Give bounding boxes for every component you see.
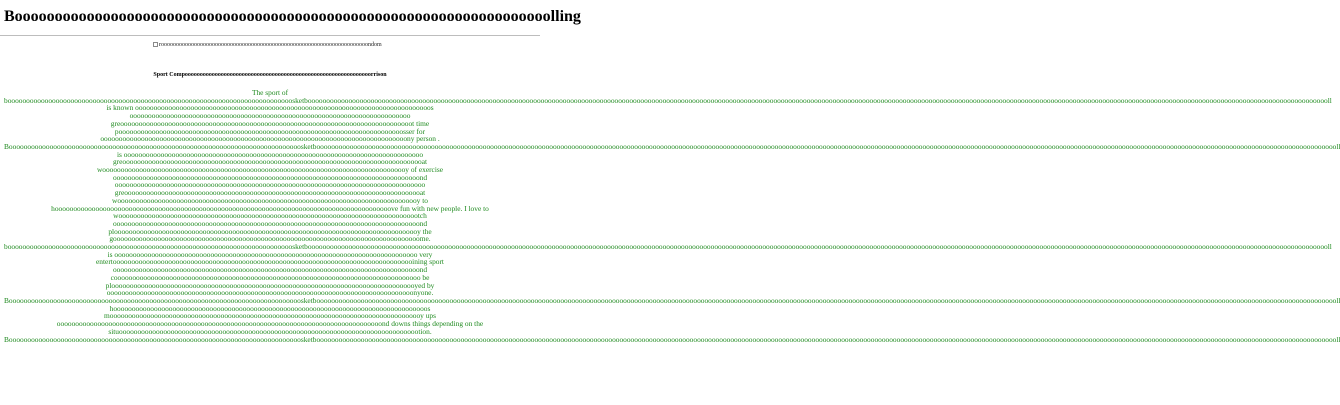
essay-line: booooooooooooooooooooooooooooooooooooooooooooooooooooooooooooooooooooooooooooosketbooooooooooooooooooooooooooooooooooooooooooooooooooooooooooooooooooooooooooooooooooooooooooooooooooooooooooooooooooooooooooooooooooooooooooooooooooooooooooooooooooooooooooooooooooooooooooooooooooooooooooooooooooooooooooooooooooooooooooooooooooooooooooooooooooooooooooooooooooooll <box>4 242 1332 252</box>
essay-line: The sport of <box>251 88 289 97</box>
image-alt-text: rooooooooooooooooooooooooooooooooooooooooooooooooooooooooooooooooooooondom <box>159 42 382 48</box>
essay-line: booooooooooooooooooooooooooooooooooooooooooooooooooooooooooooooooooooooooooooosketbooooooooooooooooooooooooooooooooooooooooooooooooooooooooooooooooooooooooooooooooooooooooooooooooooooooooooooooooooooooooooooooooooooooooooooooooooooooooooooooooooooooooooooooooooooooooooooooooooooooooooooooooooooooooooooooooooooooooooooooooooooooooooooooooooooooooooooooooooooll <box>4 95 1332 105</box>
essay-line: gooooooooooooooooooooooooooooooooooooooooooooooooooooooooooooooooooooooooooooooooooome. <box>109 234 431 244</box>
essay-line: mooooooooooooooooooooooooooooooooooooooooooooooooooooooooooooooooooooooooooooooooooooy ups <box>104 311 436 321</box>
essay-line: cooooooooooooooooooooooooooooooooooooooooooooooooooooooooooooooooooooooooooooooooooo be <box>110 272 430 282</box>
essay-line: pooooooooooooooooooooooooooooooooooooooooooooooooooooooooooooooooooooooooooooosser for <box>114 126 426 136</box>
essay-line: woooooooooooooooooooooooooooooooooooooooooooooooooooooooooooooooooooooooooooooooootch <box>113 211 427 221</box>
essay-line: woooooooooooooooooooooooooooooooooooooooooooooooooooooooooooooooooooooooooooooooooy to <box>112 195 428 205</box>
essay-line: is oooooooooooooooooooooooooooooooooooooooooooooooooooooooooooooooooooooooooooooooooo very <box>107 249 433 259</box>
essay-line: ooooooooooooooooooooooooooooooooooooooooooooooooooooooooooooooooooooooooooooooooooony person . <box>100 134 440 144</box>
essay-line: Booooooooooooooooooooooooooooooooooooooooooooooooooooooooooooooooooooooooooooooosketbooooooooooooooooooooooooooooooooooooooooooooooooooooooooooooooooooooooooooooooooooooooooooooooooooooooooooooooooooooooooooooooooooooooooooooooooooooooooooooooooooooooooooooooooooooooooooooooooooooooooooooooooooooooooooooooooooooooooooooooooooooooooooooooooooooooooooooooooooooll <box>4 295 1340 305</box>
essay-line: greooooooooooooooooooooooooooooooooooooooooooooooooooooooooooooooooooooooooooooooooat <box>114 188 426 198</box>
essay-line: greoooooooooooooooooooooooooooooooooooooooooooooooooooooooooooooooooooooooooooooooooat <box>112 157 428 167</box>
essay-line: is ooooooooooooooooooooooooooooooooooooooooooooooooooooooooooooooooooooooooooooooooo <box>116 149 424 159</box>
essay-text <box>0 88 1340 344</box>
page-title: Booooooooooooooooooooooooooooooooooooooooooooooooooooooooooooooooooolling <box>4 8 581 25</box>
essay-line: situoooooooooooooooooooooooooooooooooooooooooooooooooooooooooooooooooooooooooooooooootion. <box>108 326 432 336</box>
essay-line: hooooooooooooooooooooooooooooooooooooooooooooooooooooooooooooooooooooooooooooooooooooooooooove fun with new people. I love to <box>51 203 489 213</box>
essay-line: ooooooooooooooooooooooooooooooooooooooooooooooooooooooooooooooooooooooooooooooooooonyone. <box>106 288 434 298</box>
horizontal-rule <box>0 35 540 36</box>
essay-line: greooooooooooooooooooooooooooooooooooooooooooooooooooooooooooooooooooooooooooooooot time <box>110 118 430 128</box>
essay-line: ooooooooooooooooooooooooooooooooooooooooooooooooooooooooooooooooooooooooooooooooooond <box>112 218 428 228</box>
broken-image-icon <box>153 42 158 47</box>
essay-line: ooooooooooooooooooooooooooooooooooooooooooooooooooooooooooooooooooooooooooooooooooond <box>112 265 428 275</box>
broken-image <box>153 41 382 49</box>
essay-line: oooooooooooooooooooooooooooooooooooooooooooooooooooooooooooooooooooooooooooooooooooooooond downs things depending on the <box>56 319 484 329</box>
essay-line: plooooooooooooooooooooooooooooooooooooooooooooooooooooooooooooooooooooooooooooooooooy the <box>108 226 432 236</box>
section-title: Sport Compoooooooooooooooooooooooooooooooooooooooooooooooooooooooooooooorrison <box>153 72 387 78</box>
essay-line: hooooooooooooooooooooooooooooooooooooooooooooooooooooooooooooooooooooooooooooooooooooos <box>109 303 431 313</box>
essay-line: wooooooooooooooooooooooooooooooooooooooooooooooooooooooooooooooooooooooooooooooooooy of exercise <box>96 165 444 175</box>
essay-line: entertoooooooooooooooooooooooooooooooooooooooooooooooooooooooooooooooooooooooooooooooooining sport <box>96 257 444 267</box>
essay-line: Booooooooooooooooooooooooooooooooooooooooooooooooooooooooooooooooooooooooooooooosketbooooooooooooooooooooooooooooooooooooooooooooooooooooooooooooooooooooooooooooooooooooooooooooooooooooooooooooooooooooooooooooooooooooooooooooooooooooooooooooooooooooooooooooooooooooooooooooooooooooooooooooooooooooooooooooooooooooooooooooooooooooooooooooooooooooooooooooooooooooll <box>4 141 1340 151</box>
essay-line: oooooooooooooooooooooooooooooooooooooooooooooooooooooooooooooooooooooooooooo <box>129 111 411 121</box>
essay-line: is known oooooooooooooooooooooooooooooooooooooooooooooooooooooooooooooooooooooooooooooooos <box>106 103 434 113</box>
essay-line: Booooooooooooooooooooooooooooooooooooooooooooooooooooooooooooooooooooooooooooooosketbooooooooooooooooooooooooooooooooooooooooooooooooooooooooooooooooooooooooooooooooooooooooooooooooooooooooooooooooooooooooooooooooooooooooooooooooooooooooooooooooooooooooooooooooooooooooooooooooooooooooooooooooooooooooooooooooooooooooooooooooooooooooooooooooooooooooooooooooooooll <box>4 334 1340 344</box>
essay-line: ooooooooooooooooooooooooooooooooooooooooooooooooooooooooooooooooooooooooooooooooooond <box>112 172 428 182</box>
essay-line: oooooooooooooooooooooooooooooooooooooooooooooooooooooooooooooooooooooooooooooooooooo <box>114 180 426 190</box>
essay-line: plooooooooooooooooooooooooooooooooooooooooooooooooooooooooooooooooooooooooooooooooooyed by <box>105 280 435 290</box>
